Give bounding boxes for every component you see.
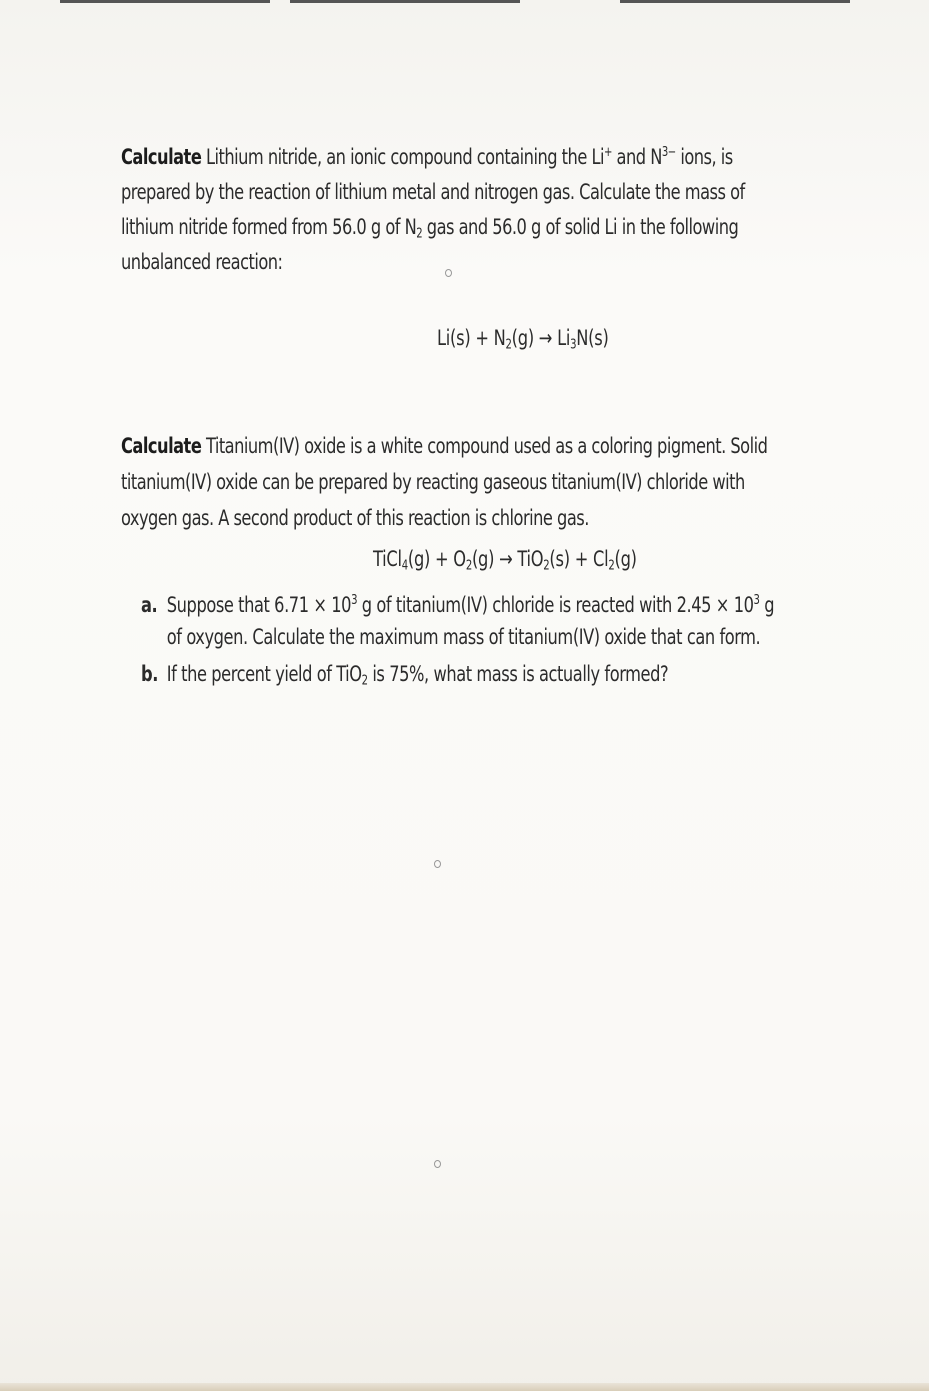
problem-1-line-1: Calculate Lithium nitride, an ionic compound containing the Li+ and $N^{3-}$ ions, is bbox=[121, 145, 733, 169]
page-bottom-edge bbox=[0, 1383, 929, 1391]
problem-1-line-2: prepared by the reaction of lithium metal and nitrogen gas. Calculate the mass of bbox=[121, 180, 745, 204]
problem-2-line-2: titanium(IV) oxide can be prepared by reacting gaseous titanium(IV) chloride with bbox=[121, 470, 745, 494]
problem-2-lead: Calculate bbox=[121, 434, 202, 458]
part-b-label: b. bbox=[141, 662, 158, 686]
scan-speck bbox=[434, 860, 441, 868]
page-top-edge bbox=[290, 0, 520, 3]
problem-2-equation: TiCl$_4$(g) + $O_2(g) \to TiO_2(s) + Cl_2(g)$ bbox=[373, 547, 637, 574]
problem-2-line-1: Calculate Titanium(IV) oxide is a white compound used as a coloring pigment. Solid bbox=[121, 434, 768, 458]
problem-2-part-a: a. Suppose that $6.71 \times 10^3$ g of titanium(IV) chloride is reacted with $2.45 \times 10^3$ g of oxygen. Calculate the maximum mass of titanium(IV) oxide that can form. bbox=[141, 589, 774, 653]
scan-speck bbox=[445, 269, 452, 277]
part-a-line-2: of oxygen. Calculate the maximum mass of titanium(IV) oxide that can form. bbox=[166, 625, 761, 649]
problem-2-line-3: oxygen gas. A second product of this reaction is chlorine gas. bbox=[121, 506, 589, 530]
page-top-edge bbox=[620, 0, 850, 3]
problem-1-equation: $Li(s) + N_2(g) \to Li_3N(s)$ bbox=[437, 326, 609, 353]
part-a-label: a. bbox=[141, 593, 158, 617]
problem-1-lead: Calculate bbox=[121, 145, 202, 169]
problem-1-line-4: unbalanced reaction: bbox=[121, 250, 283, 274]
scan-speck bbox=[434, 1160, 441, 1168]
page-top-edge bbox=[60, 0, 270, 3]
reaction-arrow: → bbox=[538, 326, 553, 350]
problem-2-paragraph bbox=[121, 428, 767, 536]
reaction-arrow: → bbox=[499, 547, 513, 571]
problem-1-paragraph bbox=[121, 140, 745, 280]
problem-2-part-b: b. If the percent yield of TiO$_2$ is 75%, what mass is actually formed? bbox=[141, 658, 668, 690]
problem-1-line-3: lithium nitride formed from 56.0 g of $N_2$ gas and 56.0 g of solid Li in the following bbox=[121, 215, 739, 242]
